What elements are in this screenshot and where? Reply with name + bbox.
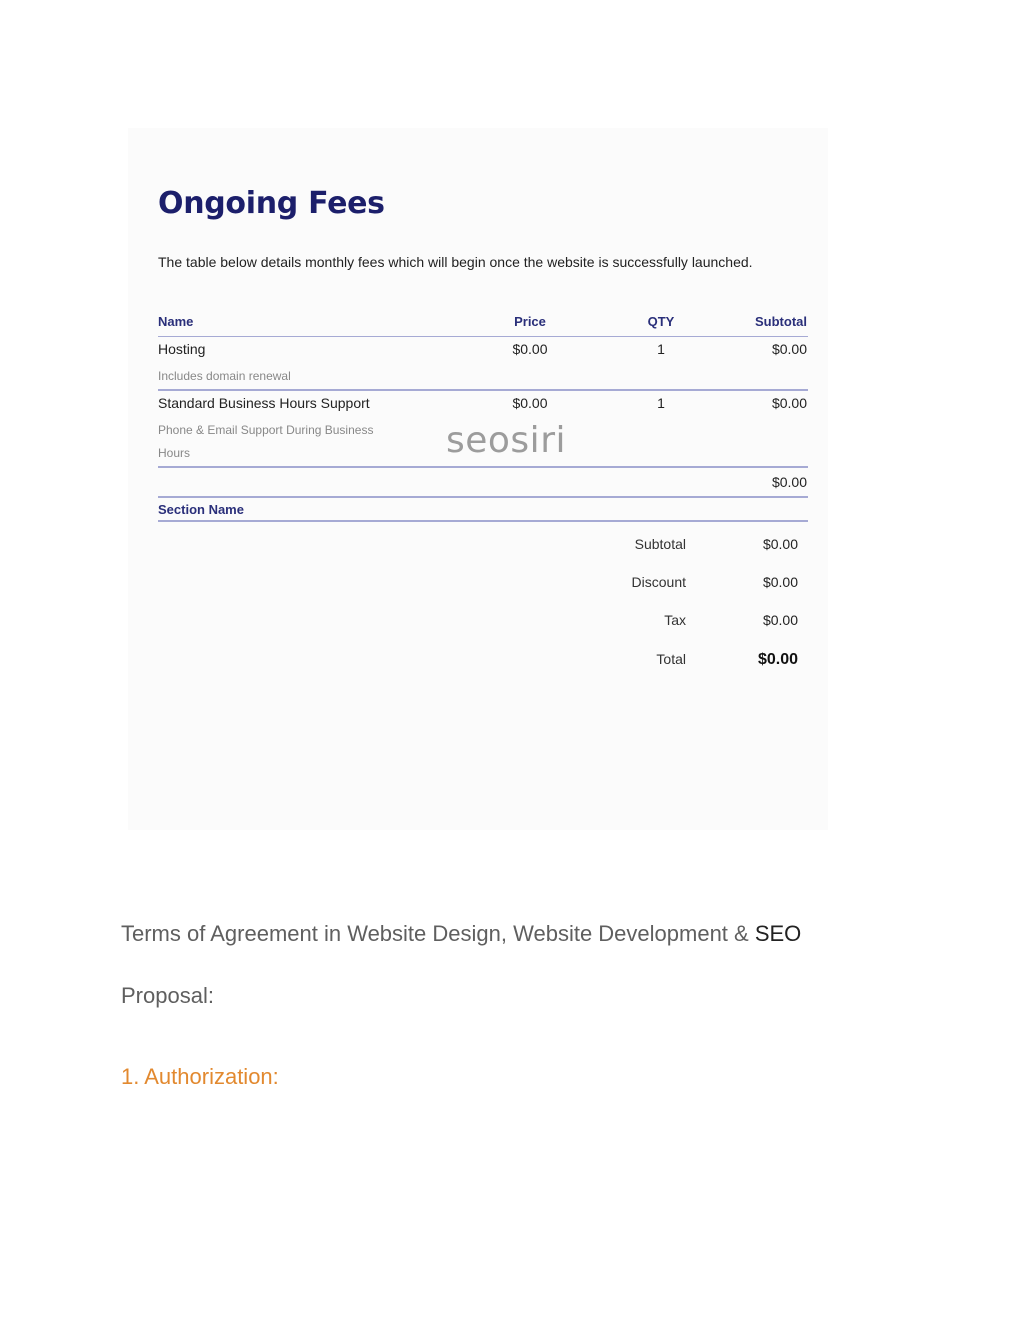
- summary-value: $0.00: [757, 651, 798, 668]
- summary-label: Discount: [631, 574, 686, 590]
- row-subtotal: $0.00: [771, 341, 807, 357]
- watermark: seosiri: [446, 420, 566, 461]
- summary-total: [568, 647, 798, 675]
- seo-link[interactable]: SEO: [754, 921, 802, 946]
- row-subtotal: $0.00: [771, 395, 807, 411]
- table-row: [158, 391, 808, 415]
- summary-discount: [568, 570, 798, 598]
- section-total-row: [158, 468, 808, 496]
- summary-label: Tax: [664, 612, 686, 628]
- summary-label: Total: [656, 651, 686, 667]
- authorization-heading: 1. Authorization:: [121, 1064, 279, 1089]
- terms-heading: [121, 921, 801, 947]
- fees-table: [158, 312, 808, 522]
- fees-intro: The table below details monthly fees which will begin once the website is successfully launched.: [158, 254, 753, 270]
- terms-text: Terms of Agreement in Website Design, Website Development &: [121, 921, 755, 946]
- section-header: [158, 498, 808, 520]
- summary-value: $0.00: [762, 536, 798, 552]
- header-qty: QTY: [647, 314, 675, 329]
- summary-label: Subtotal: [634, 536, 686, 552]
- summary-tax: [568, 608, 798, 636]
- row-description: Includes domain renewal: [158, 369, 291, 383]
- table-header: [158, 312, 808, 336]
- row-name: Standard Business Hours Support: [158, 395, 370, 411]
- row-qty: 1: [657, 395, 665, 411]
- summary-subtotal: [568, 532, 798, 560]
- row-name: Hosting: [158, 341, 206, 357]
- section-name: Section Name: [158, 502, 244, 517]
- row-description: Phone & Email Support During Business: [158, 423, 374, 437]
- header-price: Price: [514, 314, 546, 329]
- header-name: Name: [158, 314, 194, 329]
- header-subtotal: Subtotal: [755, 314, 807, 329]
- row-description: Hours: [158, 446, 191, 460]
- divider: [158, 520, 808, 522]
- summary-value: $0.00: [762, 574, 798, 590]
- summary-value: $0.00: [762, 612, 798, 628]
- fees-image: [128, 128, 828, 830]
- row-price: $0.00: [512, 395, 548, 411]
- row-qty: 1: [657, 341, 665, 357]
- fees-title: Ongoing Fees: [158, 186, 385, 221]
- section-total: $0.00: [771, 474, 807, 490]
- proposal-text: Proposal:: [121, 983, 214, 1008]
- row-price: $0.00: [512, 341, 548, 357]
- table-row: [158, 337, 808, 361]
